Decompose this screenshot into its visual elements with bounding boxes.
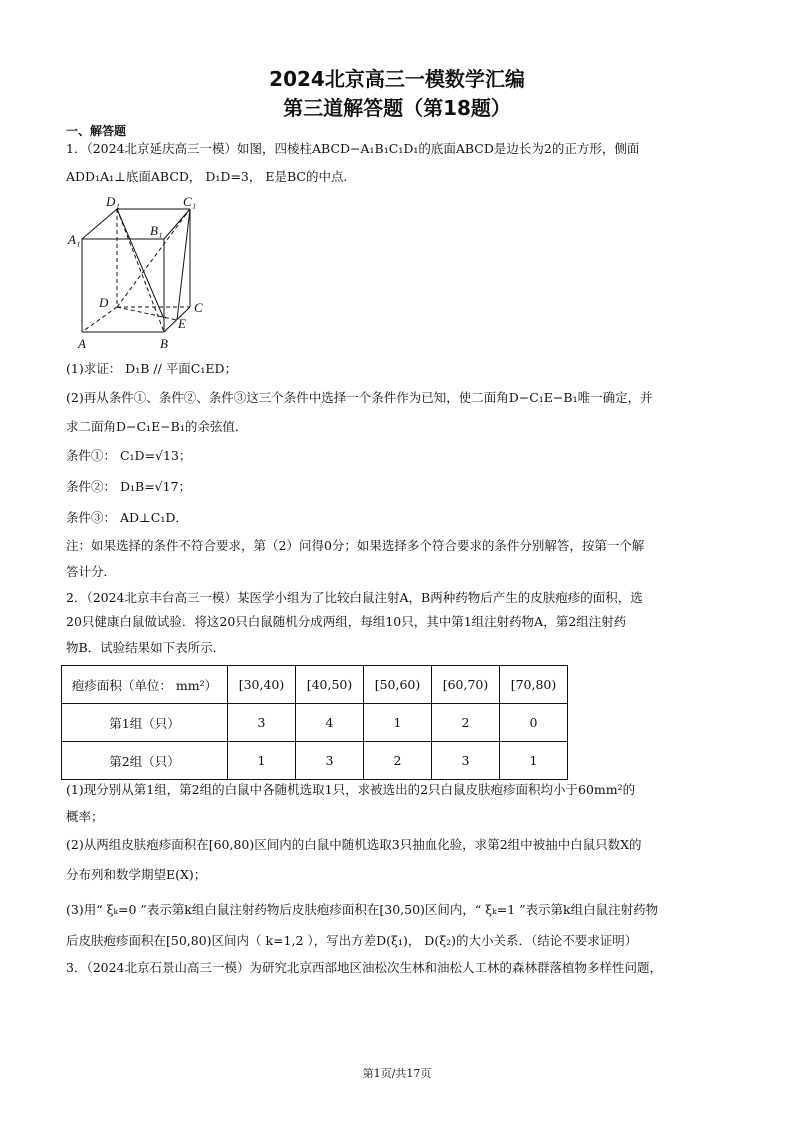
- q3-line-1: 3．（2024北京石景山高三一模）为研究北京西部地区油松次生林和油松人工林的森林群落植物多样性问题，: [66, 960, 663, 975]
- q1-condition-2: 条件②： D₁B=√17；: [66, 479, 192, 494]
- table-cell: 4: [296, 704, 364, 742]
- table-row: [62, 704, 568, 742]
- table-header-cell: [70,80): [500, 666, 568, 704]
- q1-line-1: 1．（2024北京延庆高三一模）如图，四棱柱ABCD−A₁B₁C₁D₁的底面ABCD是边长为2的正方形，侧面: [66, 141, 640, 156]
- prism-figure: [66, 192, 216, 352]
- q2-part-3a: (3)用“ ξₖ=0 ”表示第k组白鼠注射药物后皮肤疱疹面积在[30,50)区间内，“ ξₖ=1 ”表示第k组白鼠注射药物: [66, 902, 659, 917]
- table-cell: 3: [432, 742, 500, 780]
- table-cell: 第2组（只）: [62, 742, 228, 780]
- table-cell: 第1组（只）: [62, 704, 228, 742]
- table-cell: 0: [500, 704, 568, 742]
- label-e: E: [178, 316, 186, 331]
- page-footer: 第1页/共17页: [362, 1067, 432, 1080]
- label-c: C: [194, 300, 203, 315]
- q2-part-2a: (2)从两组皮肤疱疹面积在[60,80)区间内的白鼠中随机选取3只抽血化验，求第2组中被抽中白鼠只数X的: [66, 837, 642, 852]
- table-cell: 3: [228, 704, 296, 742]
- q1-part-2b: 求二面角D−C₁E−B₁的余弦值．: [66, 419, 248, 434]
- q2-line-1: 2．（2024北京丰台高三一模）某医学小组为了比较白鼠注射A，B两种药物后产生的皮肤疱疹的面积，选: [66, 590, 643, 605]
- q1-condition-3: 条件③： AD⊥C₁D．: [66, 510, 188, 525]
- table-cell: 1: [500, 742, 568, 780]
- q1-condition-1: 条件①： C₁D=√13；: [66, 448, 192, 463]
- page-title: 2024北京高三一模数学汇编: [269, 67, 525, 91]
- label-b: B: [160, 336, 168, 351]
- table-row: [62, 742, 568, 780]
- label-d1: D₁: [106, 194, 120, 209]
- label-a: A: [78, 336, 86, 351]
- q2-part-3b: 后皮肤疱疹面积在[50,80)区间内（ k=1,2 ），写出方差D(ξ₁)， D(ξ₂)的大小关系．（结论不要求证明）: [66, 933, 638, 948]
- q1-line-2: ADD₁A₁⊥底面ABCD， D₁D=3， E是BC的中点．: [66, 169, 356, 184]
- q1-note-b: 答计分．: [66, 564, 117, 579]
- table-cell: 2: [432, 704, 500, 742]
- table-header-cell: [50,60): [364, 666, 432, 704]
- table-header-cell: [40,50): [296, 666, 364, 704]
- table-cell: 1: [364, 704, 432, 742]
- q2-part-1a: (1)现分别从第1组，第2组的白鼠中各随机选取1只，求被选出的2只白鼠皮肤疱疹面积均小于60mm²的: [66, 782, 636, 797]
- table-cell: 1: [228, 742, 296, 780]
- label-c1: C₁: [183, 194, 197, 209]
- page-subtitle: 第三道解答题（第18题）: [283, 96, 511, 120]
- q2-line-3: 物B．试验结果如下表所示．: [66, 640, 226, 655]
- table-header-cell: 疱疹面积（单位： mm²）: [62, 666, 228, 704]
- results-table: [61, 665, 568, 780]
- label-d: D: [99, 295, 109, 310]
- table-header-cell: [60,70): [432, 666, 500, 704]
- q2-line-2: 20只健康白鼠做试验．将这20只白鼠随机分成两组，每组10只，其中第1组注射药物A，第2组注射药: [66, 614, 627, 629]
- section-heading: 一、解答题: [66, 124, 127, 138]
- label-b1: B₁: [150, 223, 163, 238]
- label-a1: A₁: [68, 232, 81, 247]
- q1-note-a: 注：如果选择的条件不符合要求，第（2）问得0分；如果选择多个符合要求的条件分别解答，按第一个解: [66, 538, 645, 553]
- q1-part-1: (1)求证： D₁B // 平面C₁ED；: [66, 361, 237, 376]
- table-header-row: [62, 666, 568, 704]
- q2-part-1b: 概率；: [66, 809, 104, 824]
- q1-part-2a: (2)再从条件①、条件②、条件③这三个条件中选择一个条件作为已知，使二面角D−C₁E−B₁唯一确定，并: [66, 390, 653, 405]
- q2-part-2b: 分布列和数学期望E(X)；: [66, 867, 207, 882]
- table-cell: 2: [364, 742, 432, 780]
- table-header-cell: [30,40): [228, 666, 296, 704]
- table-cell: 3: [296, 742, 364, 780]
